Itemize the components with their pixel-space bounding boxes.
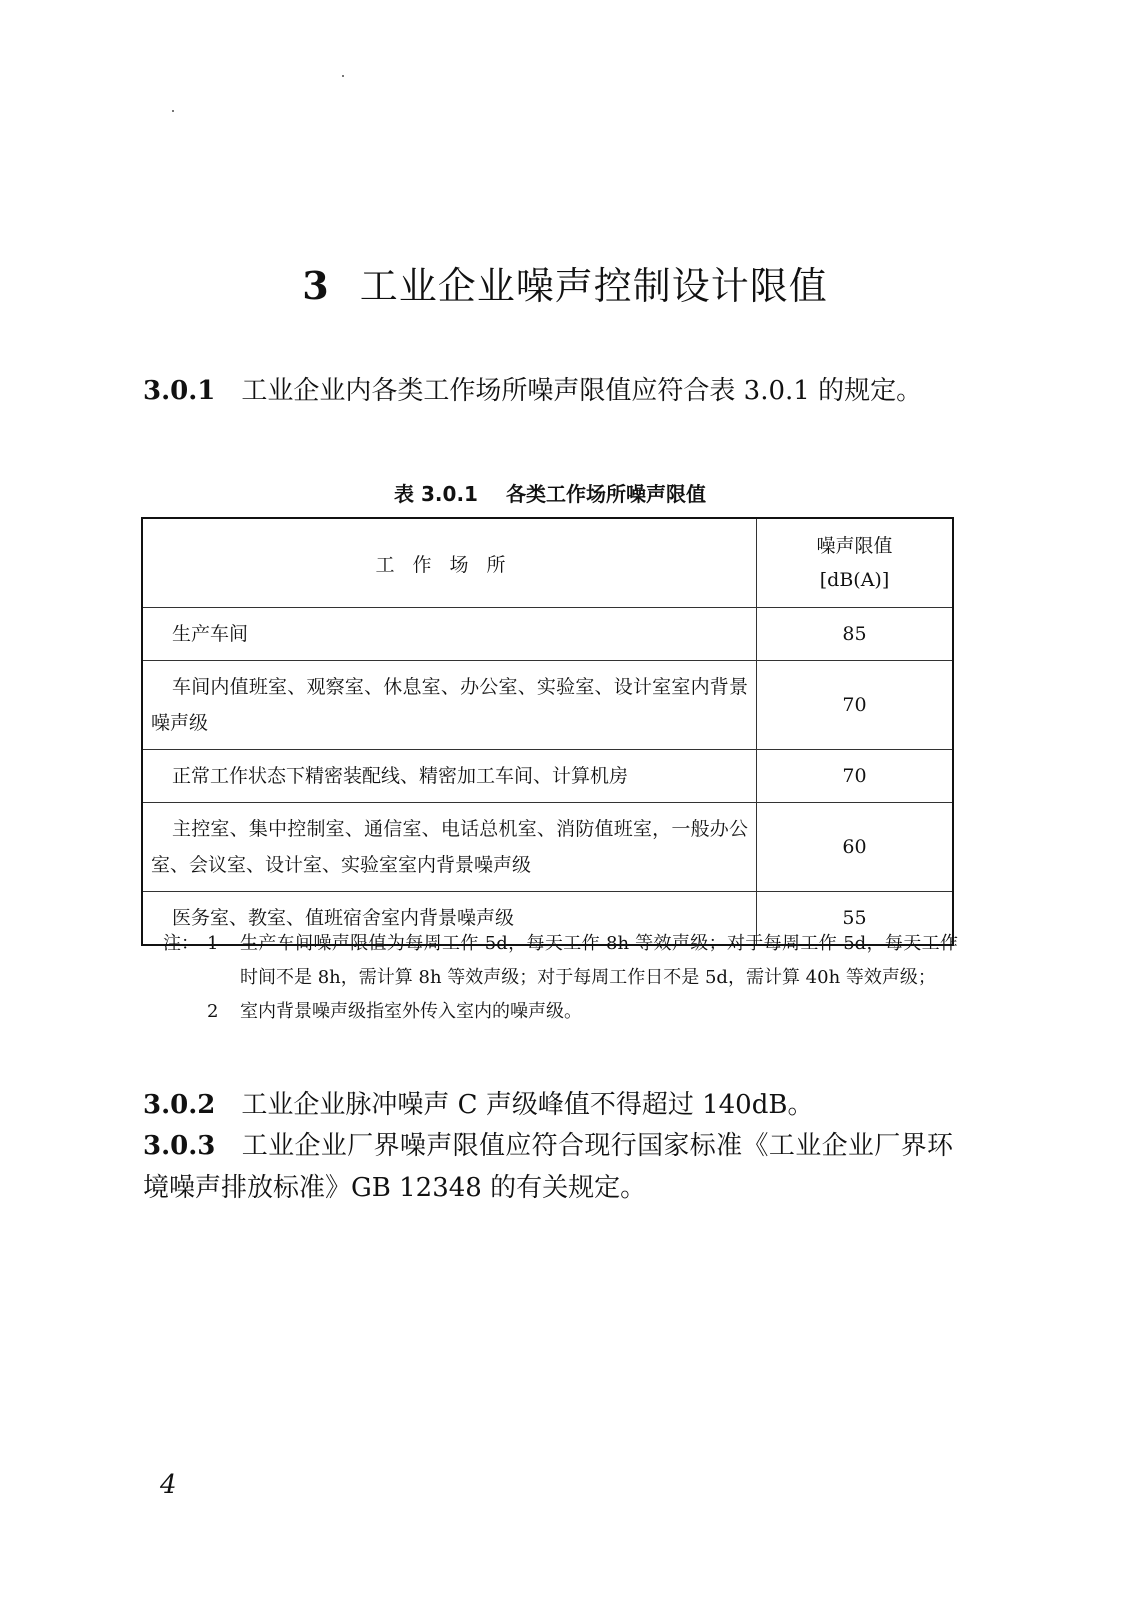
row-limit: 60 xyxy=(757,803,954,892)
noise-limit-table xyxy=(141,517,954,946)
page-number: 4 xyxy=(160,1470,177,1500)
note-item xyxy=(163,927,958,995)
clause-text: 工业企业脉冲噪声 C 声级峰值不得超过 140dB。 xyxy=(241,1090,814,1120)
header-noise-limit-unit: [dB(A)] xyxy=(819,569,890,591)
clause-number: 3.0.3 xyxy=(143,1131,216,1161)
clause-number: 3.0.2 xyxy=(143,1090,216,1120)
table-row xyxy=(142,661,953,750)
notes-label: 注： xyxy=(163,933,199,954)
table-caption-title: 各类工作场所噪声限值 xyxy=(505,482,706,506)
note-text: 生产车间噪声限值为每周工作 5d，每天工作 8h 等效声级；对于每周工作 5d，每天工作时间不是 8h，需计算 8h 等效声级；对于每周工作日不是 5d，需计算 40h 等效声级； xyxy=(240,933,958,988)
table-caption-number: 表 3.0.1 xyxy=(394,482,478,506)
chapter-title xyxy=(0,255,1130,310)
header-noise-limit xyxy=(757,518,954,608)
row-workplace: 车间内值班室、观察室、休息室、办公室、实验室、设计室室内背景噪声级 xyxy=(142,661,757,750)
row-workplace: 生产车间 xyxy=(142,608,757,661)
table-notes xyxy=(163,927,958,1029)
note-item xyxy=(163,995,958,1029)
clause-text: 工业企业厂界噪声限值应符合现行国家标准《工业企业厂界环境噪声排放标准》GB 12348 的有关规定。 xyxy=(143,1131,953,1203)
note-number: 2 xyxy=(207,1001,219,1022)
clause-3-0-2 xyxy=(143,1084,953,1126)
chapter-number: 3 xyxy=(302,263,330,308)
note-number: 1 xyxy=(207,933,219,954)
note-text: 室内背景噪声级指室外传入室内的噪声级。 xyxy=(240,1001,582,1022)
table-header-row xyxy=(142,518,953,608)
table-caption xyxy=(0,478,1100,507)
table-row xyxy=(142,608,953,661)
clause-3-0-1 xyxy=(143,370,953,412)
row-limit: 85 xyxy=(757,608,954,661)
header-noise-limit-label: 噪声限值 xyxy=(816,535,893,557)
table-row xyxy=(142,803,953,892)
clause-number: 3.0.1 xyxy=(143,376,216,406)
header-workplace: 工作场所 xyxy=(142,518,757,608)
scan-speck xyxy=(172,110,174,112)
row-workplace: 主控室、集中控制室、通信室、电话总机室、消防值班室，一般办公室、会议室、设计室、实验室室内背景噪声级 xyxy=(142,803,757,892)
row-limit: 55 xyxy=(757,892,954,946)
row-workplace: 医务室、教室、值班宿舍室内背景噪声级 xyxy=(142,892,757,946)
chapter-title-text: 工业企业噪声控制设计限值 xyxy=(359,264,828,308)
scan-speck xyxy=(342,75,344,77)
row-limit: 70 xyxy=(757,661,954,750)
clause-3-0-3 xyxy=(143,1125,953,1209)
table-row xyxy=(142,750,953,803)
row-workplace: 正常工作状态下精密装配线、精密加工车间、计算机房 xyxy=(142,750,757,803)
clause-text: 工业企业内各类工作场所噪声限值应符合表 3.0.1 的规定。 xyxy=(241,376,923,406)
row-limit: 70 xyxy=(757,750,954,803)
